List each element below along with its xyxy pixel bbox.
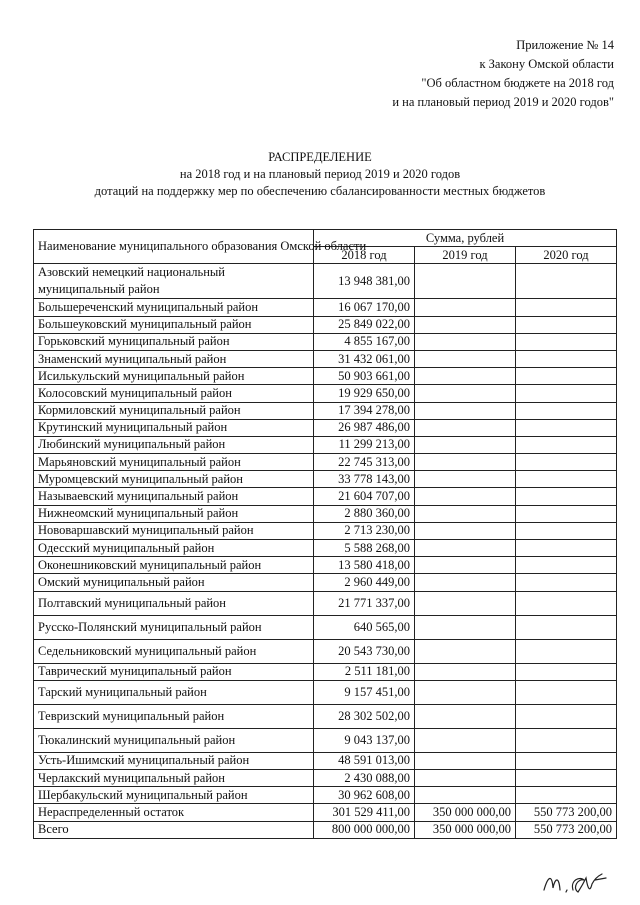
amount-2018: 22 745 313,00 [314,454,415,471]
municipality-name: Большеуковский муниципальный район [34,316,314,333]
amount-2020 [516,663,617,680]
amount-2019 [415,471,516,488]
amount-2020 [516,299,617,316]
amount-2019: 350 000 000,00 [415,821,516,838]
amount-2019 [415,769,516,786]
amount-2019 [415,350,516,367]
municipality-name: Русско-Полянский муниципальный район [34,615,314,639]
municipality-name: Кормиловский муниципальный район [34,402,314,419]
table-row [34,574,617,591]
amount-2019 [415,505,516,522]
header-sum: Сумма, рублей [314,230,617,247]
amount-2020 [516,488,617,505]
municipality-name: Крутинский муниципальный район [34,419,314,436]
amount-2020 [516,591,617,615]
signature-mark [540,866,610,898]
amount-2018: 26 987 486,00 [314,419,415,436]
municipality-name: Любинский муниципальный район [34,436,314,453]
amount-2018: 33 778 143,00 [314,471,415,488]
amount-2020: 550 773 200,00 [516,804,617,821]
table-row [34,615,617,639]
municipality-name: Марьяновский муниципальный район [34,454,314,471]
municipality-name: Черлакский муниципальный район [34,769,314,786]
table-row [34,436,617,453]
amount-2020 [516,350,617,367]
amount-2018: 21 604 707,00 [314,488,415,505]
table-row [34,471,617,488]
amount-2018: 16 067 170,00 [314,299,415,316]
amount-2018: 17 394 278,00 [314,402,415,419]
amount-2019: 350 000 000,00 [415,804,516,821]
appendix-header [392,36,614,112]
municipality-name: Оконешниковский муниципальный район [34,557,314,574]
amount-2019 [415,557,516,574]
table-row [34,680,617,704]
amount-2018: 31 432 061,00 [314,350,415,367]
amount-2019 [415,299,516,316]
title-subject: дотаций на поддержку мер по обеспечению сбалансированности местных бюджетов [94,184,546,198]
table-row [34,591,617,615]
amount-2018: 4 855 167,00 [314,333,415,350]
distribution-table [33,229,617,839]
table-row [34,752,617,769]
table-row [34,402,617,419]
municipality-name: Большереченский муниципальный район [34,299,314,316]
amount-2018: 800 000 000,00 [314,821,415,838]
municipality-name: Нераспределенный остаток [34,804,314,821]
title-heading: РАСПРЕДЕЛЕНИЕ [268,150,372,164]
amount-2018: 2 713 230,00 [314,522,415,539]
amount-2019 [415,333,516,350]
amount-2020 [516,471,617,488]
municipality-name: Муромцевский муниципальный район [34,471,314,488]
amount-2020 [516,769,617,786]
amount-2020 [516,385,617,402]
amount-2019 [415,591,516,615]
municipality-name: Колосовский муниципальный район [34,385,314,402]
amount-2018: 13 580 418,00 [314,557,415,574]
amount-2020 [516,615,617,639]
table-row [34,787,617,804]
amount-2018: 11 299 213,00 [314,436,415,453]
municipality-name: Горьковский муниципальный район [34,333,314,350]
table-row [34,540,617,557]
appendix-number: Приложение № 14 [516,38,614,52]
amount-2018: 20 543 730,00 [314,639,415,663]
table-row [34,419,617,436]
table-row [34,264,617,299]
amount-2020 [516,787,617,804]
title-period: на 2018 год и на плановый период 2019 и 2020 годов [179,167,461,181]
amount-2020 [516,419,617,436]
amount-2018: 9 157 451,00 [314,680,415,704]
table-body [34,264,617,838]
table-row [34,804,617,821]
amount-2019 [415,680,516,704]
amount-2019 [415,522,516,539]
table-row [34,505,617,522]
table-row [34,663,617,680]
amount-2020 [516,639,617,663]
amount-2019 [415,615,516,639]
amount-2020 [516,368,617,385]
municipality-name: Усть-Ишимский муниципальный район [34,752,314,769]
amount-2018: 25 849 022,00 [314,316,415,333]
amount-2019 [415,787,516,804]
municipality-name: Шербакульский муниципальный район [34,787,314,804]
amount-2019 [415,385,516,402]
municipality-name: Тарский муниципальный район [34,680,314,704]
table-row [34,488,617,505]
amount-2020 [516,505,617,522]
table-row [34,522,617,539]
amount-2018: 21 771 337,00 [314,591,415,615]
amount-2020 [516,574,617,591]
table-row [34,704,617,728]
table-row [34,454,617,471]
table-row [34,639,617,663]
municipality-name: Полтавский муниципальный район [34,591,314,615]
table-row [34,350,617,367]
header-year-2019: 2019 год [415,247,516,264]
table-row [34,385,617,402]
header-year-2018: 2018 год [314,247,415,264]
amount-2020 [516,680,617,704]
municipality-name: Нижнеомский муниципальный район [34,505,314,522]
amount-2019 [415,704,516,728]
municipality-name: Исилькульский муниципальный район [34,368,314,385]
amount-2019 [415,419,516,436]
amount-2020 [516,454,617,471]
amount-2018: 2 511 181,00 [314,663,415,680]
amount-2019 [415,436,516,453]
appendix-law: к Закону Омской области [479,57,614,71]
municipality-name: Всего [34,821,314,838]
table-row [34,557,617,574]
amount-2020: 550 773 200,00 [516,821,617,838]
amount-2018: 28 302 502,00 [314,704,415,728]
amount-2020 [516,264,617,299]
amount-2020 [516,728,617,752]
amount-2018: 640 565,00 [314,615,415,639]
amount-2019 [415,752,516,769]
municipality-name: Тюкалинский муниципальный район [34,728,314,752]
header-year-2020: 2020 год [516,247,617,264]
amount-2019 [415,488,516,505]
table-row [34,299,617,316]
amount-2020 [516,557,617,574]
amount-2018: 50 903 661,00 [314,368,415,385]
amount-2019 [415,574,516,591]
municipality-name: Одесский муниципальный район [34,540,314,557]
amount-2020 [516,402,617,419]
amount-2018: 2 960 449,00 [314,574,415,591]
amount-2018: 48 591 013,00 [314,752,415,769]
municipality-name: Знаменский муниципальный район [34,350,314,367]
municipality-name: Азовский немецкий национальный муниципальный район [34,264,314,299]
amount-2018: 19 929 650,00 [314,385,415,402]
municipality-name: Тевризский муниципальный район [34,704,314,728]
municipality-name: Седельниковский муниципальный район [34,639,314,663]
table-row [34,333,617,350]
amount-2019 [415,454,516,471]
table-row [34,821,617,838]
amount-2018: 5 588 268,00 [314,540,415,557]
appendix-law-title: "Об областном бюджете на 2018 год [421,76,614,90]
appendix-law-period: и на плановый период 2019 и 2020 годов" [392,95,614,109]
amount-2020 [516,522,617,539]
table-row [34,728,617,752]
amount-2019 [415,402,516,419]
amount-2020 [516,752,617,769]
amount-2020 [516,540,617,557]
amount-2018: 13 948 381,00 [314,264,415,299]
municipality-name: Нововаршавский муниципальный район [34,522,314,539]
table-row [34,368,617,385]
amount-2019 [415,264,516,299]
table-row [34,316,617,333]
amount-2018: 30 962 608,00 [314,787,415,804]
amount-2020 [516,333,617,350]
amount-2019 [415,663,516,680]
amount-2019 [415,639,516,663]
amount-2020 [516,316,617,333]
header-municipality: Наименование муниципального образования Омской области [34,230,314,264]
amount-2018: 2 880 360,00 [314,505,415,522]
document-title [0,149,640,200]
table-row [34,769,617,786]
amount-2018: 2 430 088,00 [314,769,415,786]
municipality-name: Таврический муниципальный район [34,663,314,680]
municipality-name: Называевский муниципальный район [34,488,314,505]
amount-2019 [415,728,516,752]
amount-2019 [415,316,516,333]
municipality-name: Омский муниципальный район [34,574,314,591]
amount-2019 [415,368,516,385]
amount-2020 [516,436,617,453]
amount-2020 [516,704,617,728]
amount-2019 [415,540,516,557]
amount-2018: 301 529 411,00 [314,804,415,821]
amount-2018: 9 043 137,00 [314,728,415,752]
